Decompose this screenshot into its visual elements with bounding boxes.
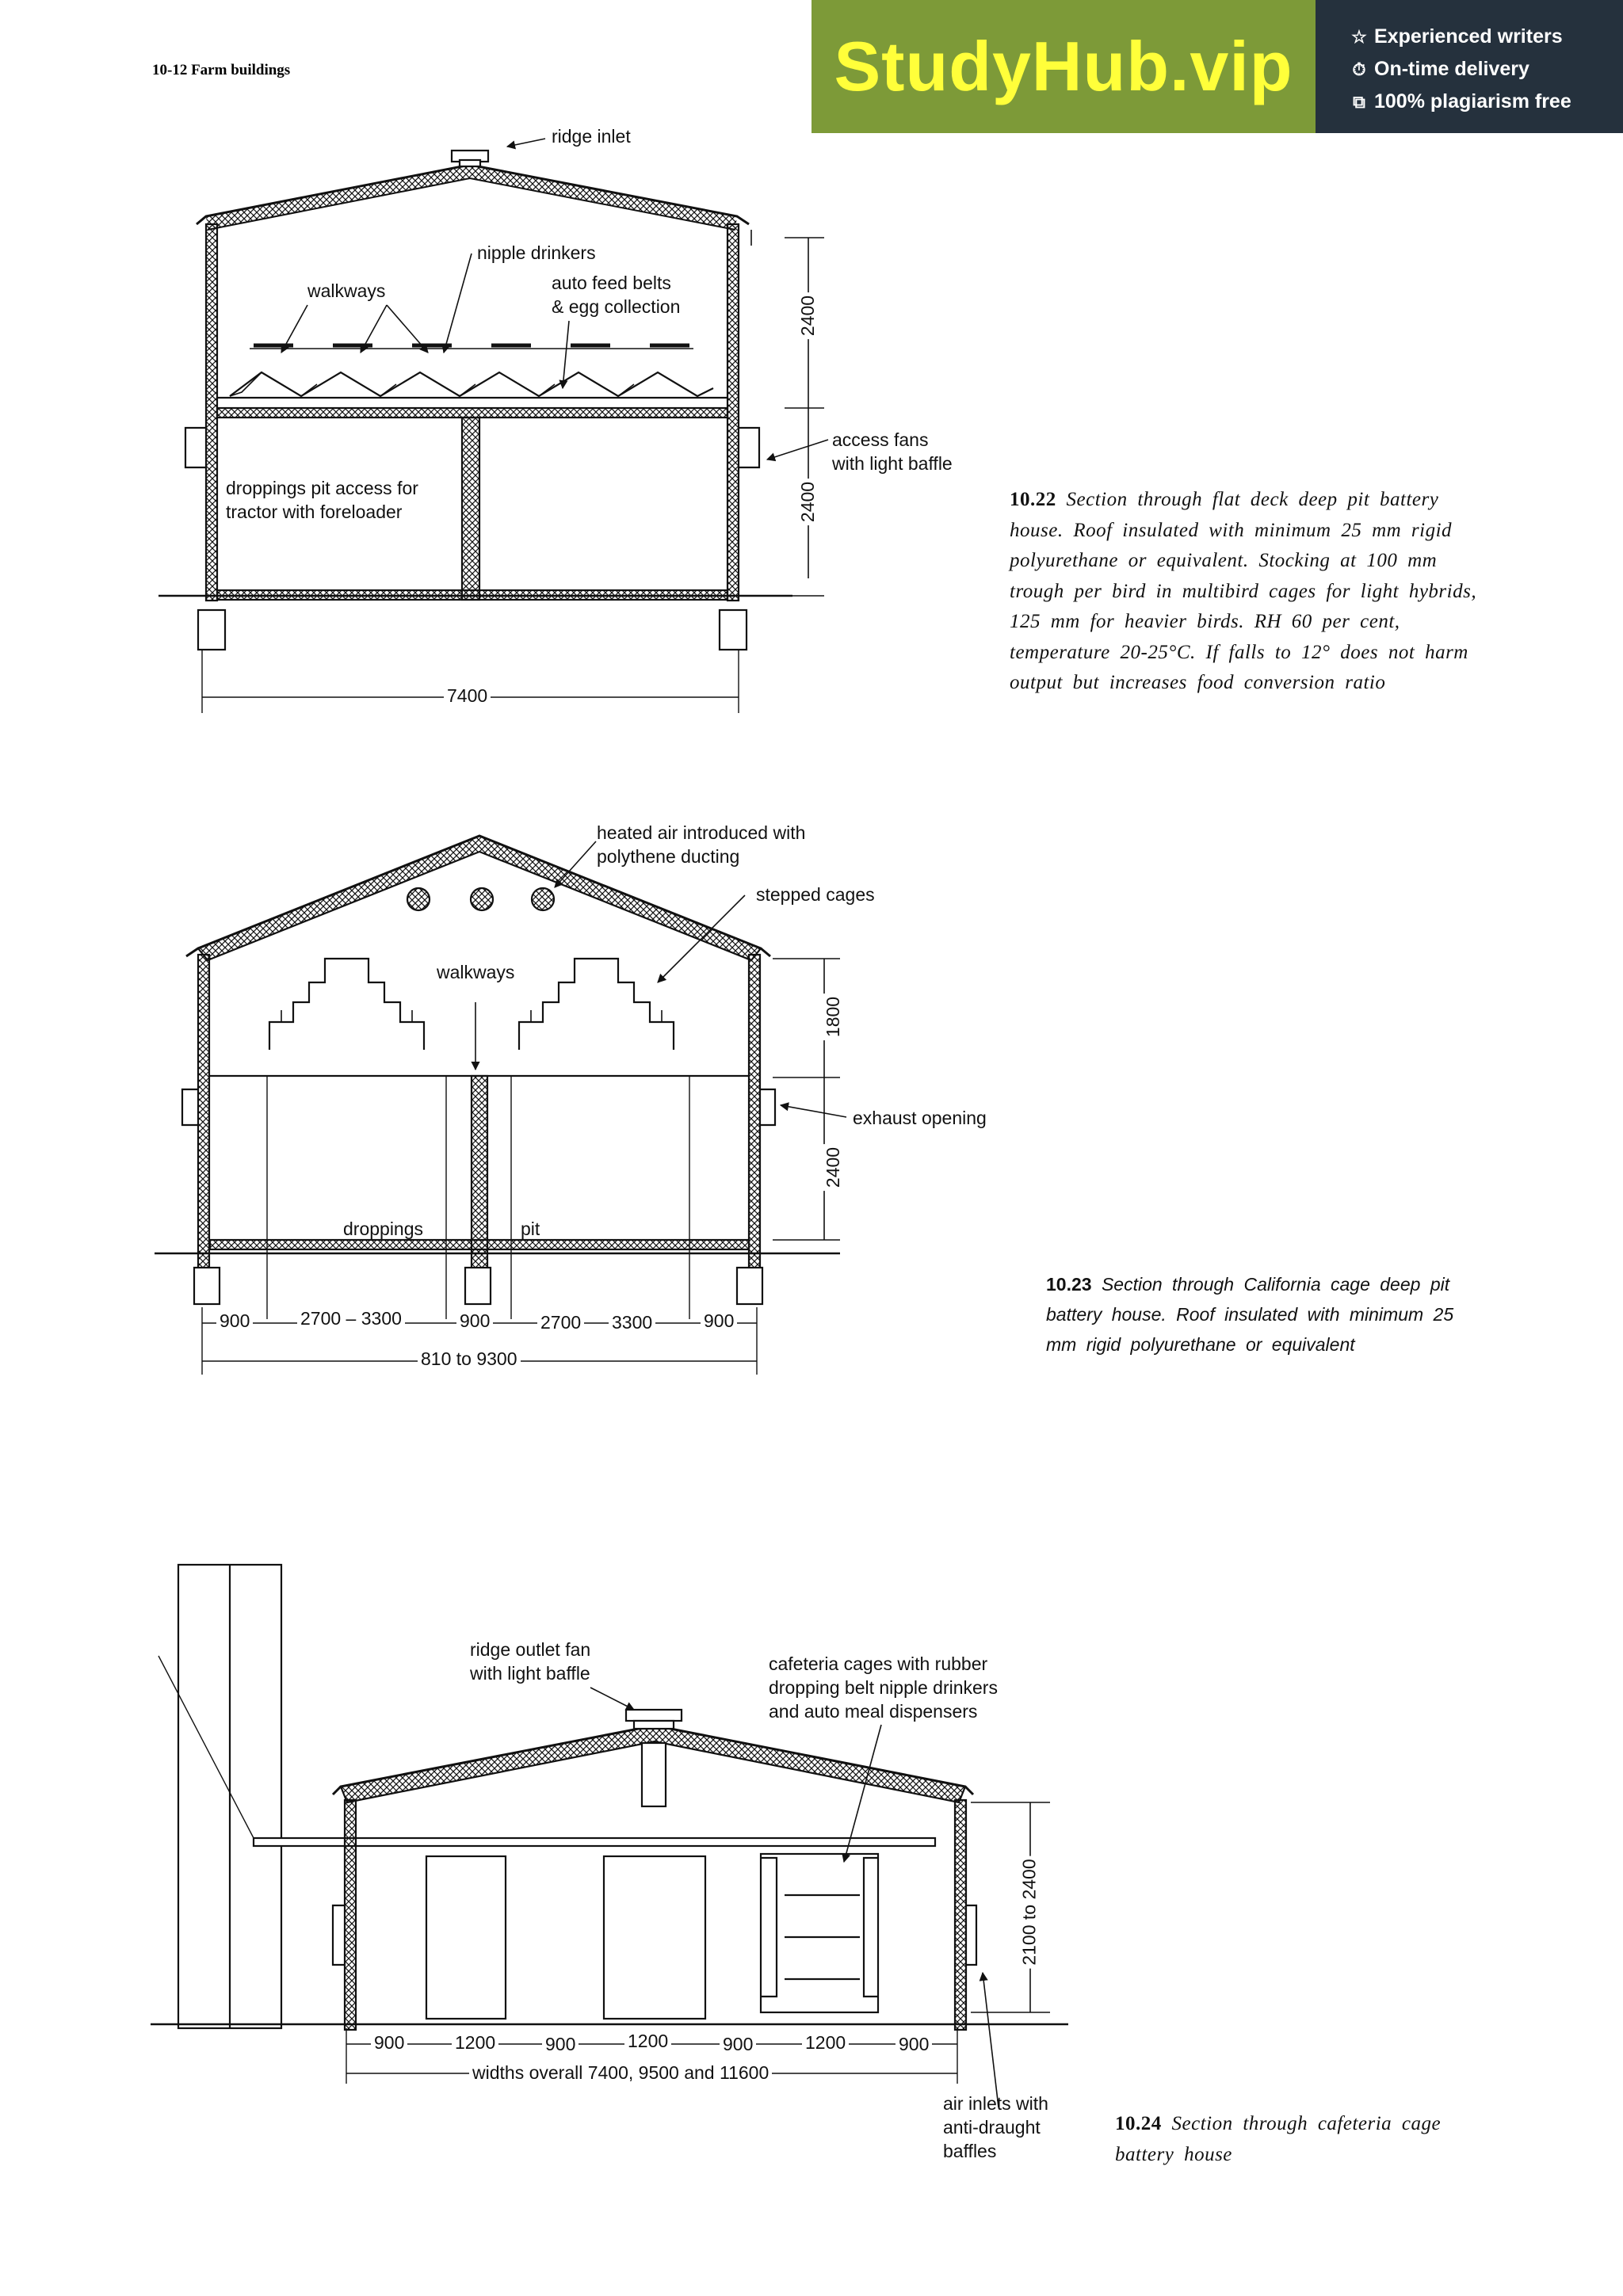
dim-upper-height: 2400 (797, 292, 819, 339)
banner-item-label: 100% plagiarism free (1374, 90, 1571, 113)
label-walkways: walkways (307, 280, 386, 301)
caption-10-24 (1115, 2109, 1448, 2170)
dim-wall-height: 2100 to 2400 (1019, 1855, 1041, 1968)
caption-number: 10.22 (1010, 489, 1056, 510)
dim-w3: 900 (542, 2034, 579, 2055)
dim-d1: 900 (216, 1310, 253, 1332)
dim-lower-height: 2400 (797, 479, 819, 525)
caption-number: 10.24 (1115, 2113, 1162, 2134)
dim-w5: 900 (720, 2034, 756, 2055)
dim-overall: 810 to 9300 (418, 1348, 521, 1370)
banner-logo[interactable]: StudyHub.vip (834, 27, 1293, 105)
label-ridge-outlet: ridge outlet fan with light baffle (470, 1639, 591, 1684)
label-droppings-pit: droppings pit access for tractor with foreloader (226, 478, 418, 522)
label-exhaust-opening: exhaust opening (853, 1108, 987, 1128)
label-access-fans: access fans with light baffle (832, 429, 953, 474)
label-walkways-2: walkways (437, 962, 515, 982)
dim-w6: 1200 (802, 2032, 849, 2054)
dim-cage-height: 1800 (823, 994, 844, 1040)
banner-item-label: Experienced writers (1374, 25, 1563, 48)
dim-w1: 900 (371, 2032, 407, 2054)
copy-icon: ⧉ (1353, 91, 1365, 112)
label-heated-air: heated air introduced with polythene ducting (597, 822, 806, 867)
figure-10-24 (151, 1565, 1068, 2107)
dim-d3: 900 (456, 1310, 493, 1332)
mid-floor (217, 408, 727, 418)
banner-item-label: On-time delivery (1374, 58, 1529, 80)
figure-10-23 (155, 836, 846, 1375)
dim-width: 7400 (444, 685, 491, 707)
label-air-inlets: air inlets with anti-draught baffles (943, 2093, 1048, 2161)
caption-text: Section through flat deck deep pit battery house. Roof insulated with minimum 25 mm rigid polyurethane or equivalent. Stocking at 100 mm trough per bird in multibird cages for light hybrids, 125 mm for heavier birds. RH 60 per cent, temperature 20-25°C. If falls to 12° does not harm output but increases food conversion ratio (1010, 489, 1477, 693)
label-auto-feed: auto feed belts & egg collection (552, 273, 681, 317)
caption-text: Section through cafeteria cage battery house (1115, 2113, 1442, 2165)
label-pit: pit (521, 1219, 540, 1239)
dim-w2: 1200 (452, 2032, 498, 2054)
label-cafeteria-cages: cafeteria cages with rubber dropping belt nipple drinkers and auto meal dispensers (769, 1653, 998, 1722)
label-ridge-inlet: ridge inlet (552, 126, 631, 147)
dim-d5: 3300 (609, 1312, 655, 1333)
dim-pit-height: 2400 (823, 1144, 844, 1191)
left-wall (206, 224, 217, 601)
dim-d2: 2700 – 3300 (297, 1308, 405, 1329)
label-droppings: droppings (343, 1219, 424, 1239)
label-nipple-drinkers: nipple drinkers (477, 242, 596, 263)
caption-10-22 (1010, 485, 1485, 699)
dim-w4: 1200 (624, 2031, 671, 2052)
figure-10-22 (158, 139, 828, 713)
dim-overall-widths: widths overall 7400, 9500 and 11600 (469, 2062, 772, 2084)
dim-d4: 2700 (537, 1312, 584, 1333)
star-icon: ☆ (1351, 26, 1367, 47)
page-header: 10-12 Farm buildings (152, 62, 291, 78)
dim-d6: 900 (701, 1310, 737, 1332)
dim-w7: 900 (896, 2034, 932, 2055)
right-wall (727, 224, 739, 601)
label-stepped-cages: stepped cages (756, 884, 875, 905)
caption-number: 10.23 (1046, 1274, 1092, 1295)
clock-icon: ⏱ (1352, 59, 1366, 79)
caption-10-23 (1046, 1269, 1490, 1360)
caption-text: Section through California cage deep pit battery house. Roof insulated with minimum 25 mm rigid polyurethane or equivalent (1046, 1274, 1454, 1355)
